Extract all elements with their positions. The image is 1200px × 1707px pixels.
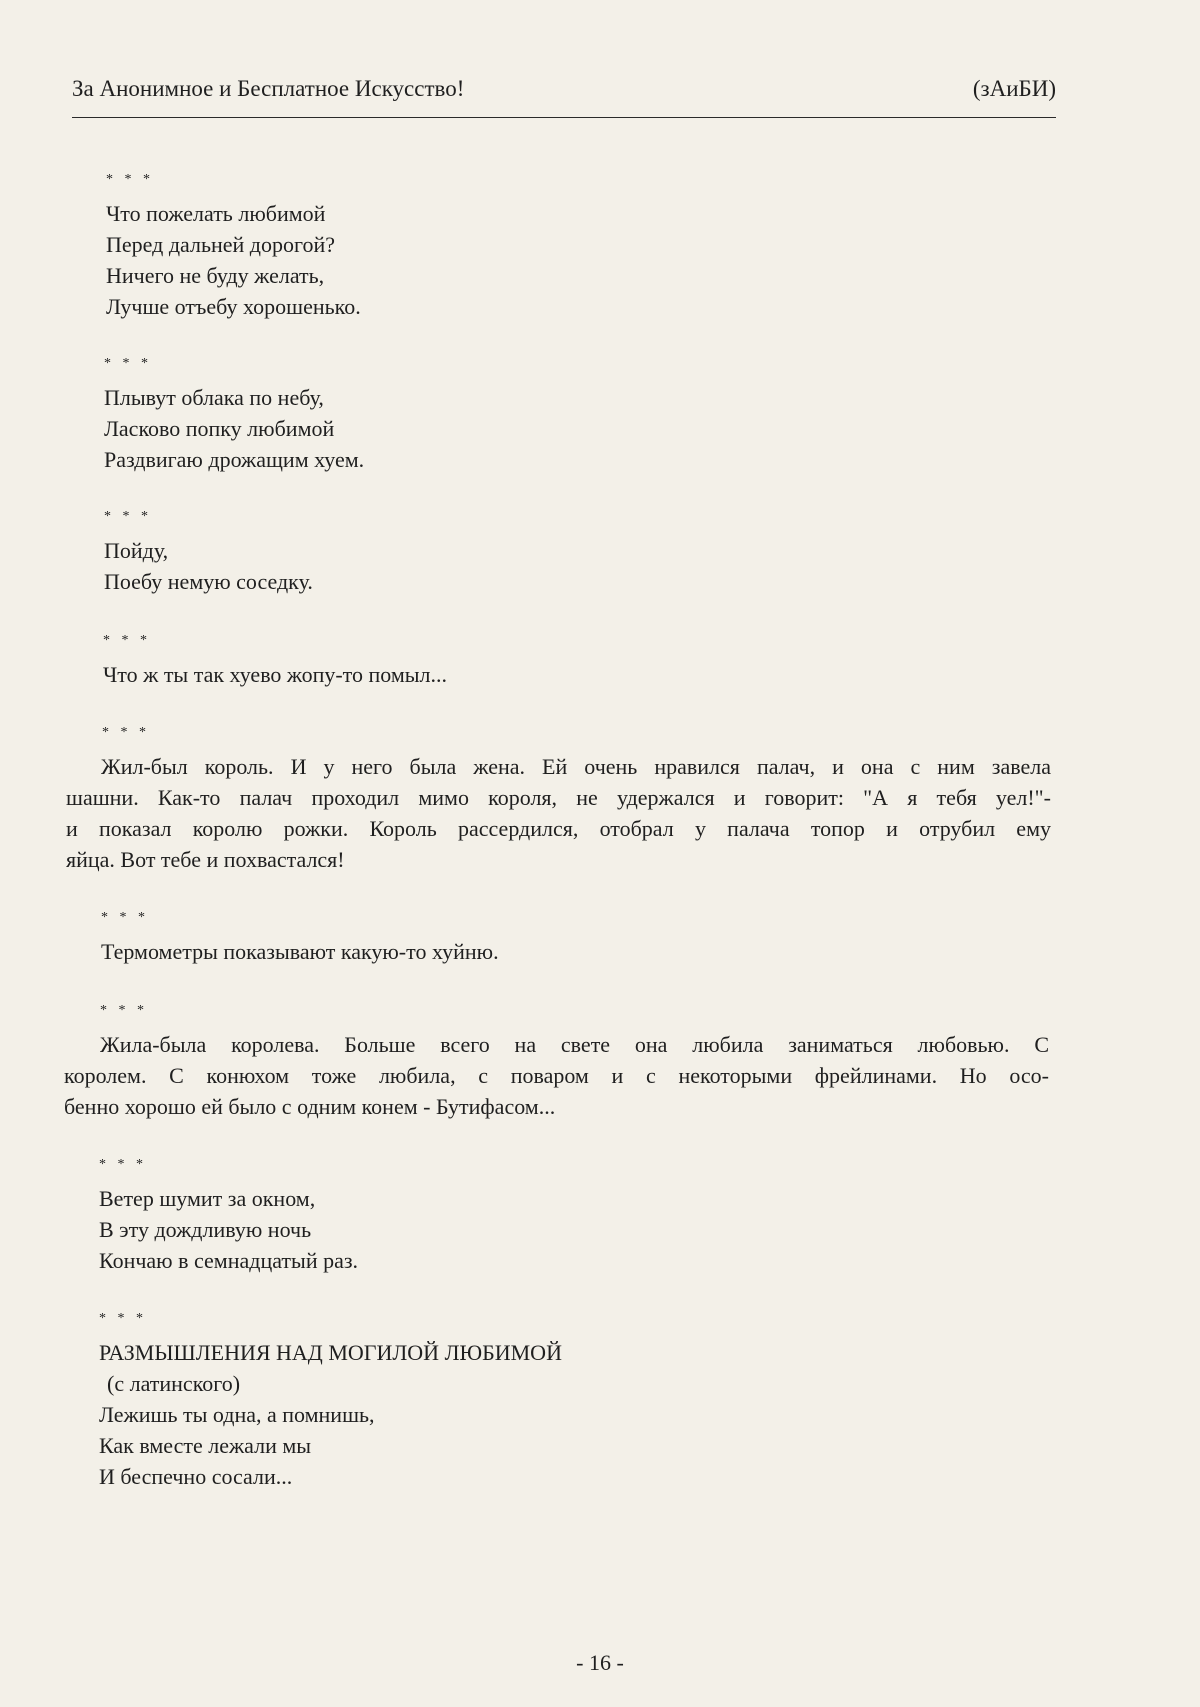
poem-subtitle: (с латинского) [107,1371,241,1396]
poem-6 [99,1155,358,1276]
section-separator: * * * [104,356,152,371]
story-1 [66,723,1051,875]
poem-line: Перед дальней дорогой? [106,232,336,257]
poem-line: Ничего не буду желать, [106,263,325,288]
page-number: - 16 - [576,1650,624,1675]
poem-line: Что пожелать любимой [106,201,326,226]
section-separator: * * * [99,1157,147,1172]
prose-line: Жила-была королева. Больше всего на свете она любила заниматься любовью. С [100,1032,1049,1057]
section-separator: * * * [103,633,151,648]
poem-1 [106,170,361,322]
poem-line: Лежишь ты одна, а помнишь, [99,1402,375,1427]
poem-line: И беспечно сосали... [99,1464,293,1489]
poem-7 [99,1309,562,1492]
poem-line: Кончаю в семнадцатый раз. [99,1248,359,1273]
poem-line: В эту дождливую ночь [99,1217,312,1242]
section-separator: * * * [106,172,154,187]
prose-line: королем. С конюхом тоже любила, с поваром и с некоторыми фрейлинами. Но осо- [64,1063,1049,1088]
poem-line: Термометры показывают какую-то хуйню. [101,939,499,964]
prose-line: и показал королю рожки. Король рассердился, отобрал у палача топор и отрубил ему [66,816,1051,841]
page-header [72,76,1056,106]
poem-2 [104,354,364,475]
prose-line: Жил-был король. И у него была жена. Ей очень нравился палач, и она с ним завела [101,754,1051,779]
poem-title: РАЗМЫШЛЕНИЯ НАД МОГИЛОЙ ЛЮБИМОЙ [99,1340,562,1365]
prose-line: яйца. Вот тебе и похвастался! [66,847,345,872]
poem-3 [104,507,313,597]
prose-line: шашни. Как-то палач проходил мимо короля, не удержался и говорит: "А я тебя уел!"- [66,785,1051,810]
poem-5 [101,908,499,967]
poem-line: Плывут облака по небу, [104,385,324,410]
story-2 [64,1001,1049,1122]
section-separator: * * * [101,910,149,925]
poem-line: Пойду, [104,538,169,563]
section-separator: * * * [100,1003,148,1018]
section-separator: * * * [104,509,152,524]
section-separator: * * * [102,725,150,740]
poem-line: Раздвигаю дрожащим хуем. [104,447,365,472]
poem-line: Лучше отъебу хорошенько. [106,294,361,319]
poem-line: Что ж ты так хуево жопу-то помыл... [103,662,448,687]
poem-line: Ласково попку любимой [104,416,335,441]
header-title: За Анонимное и Бесплатное Искусство! [72,76,465,101]
poem-line: Ветер шумит за окном, [99,1186,316,1211]
poem-line: Поебу немую соседку. [104,569,313,594]
poem-line: Как вместе лежали мы [99,1433,312,1458]
poem-4 [103,631,447,690]
section-separator: * * * [99,1311,147,1326]
header-abbreviation: (зАиБИ) [972,76,1056,101]
prose-line: бенно хорошо ей было с одним конем - Бутифасом... [64,1094,556,1119]
header-rule [72,117,1056,118]
